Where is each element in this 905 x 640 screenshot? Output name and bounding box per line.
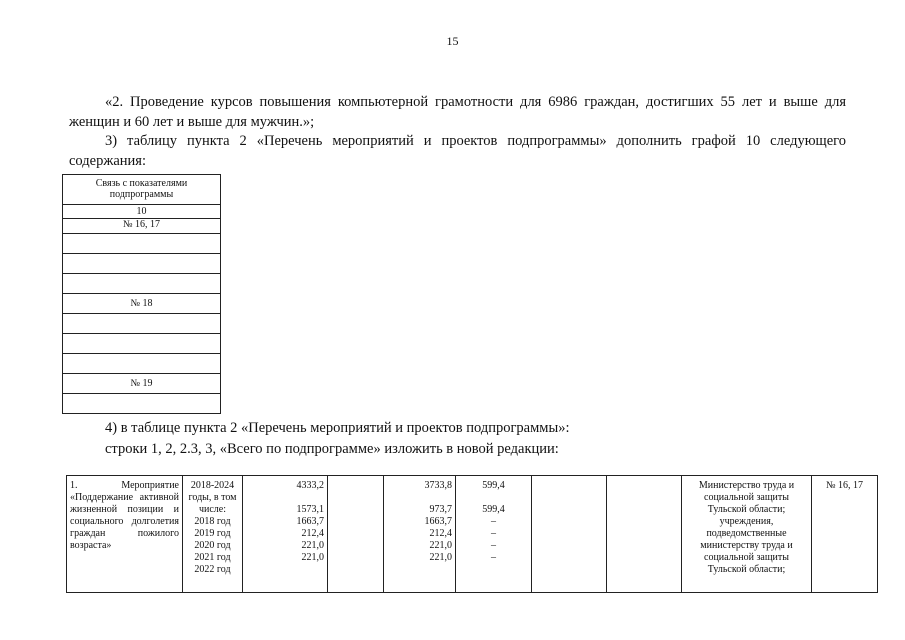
period-year: 2018 год [194,516,231,527]
table-row [63,354,221,374]
page-number: 15 [446,34,459,48]
table-row [63,394,221,414]
total-value [246,492,324,504]
col4-value: 212,4 [429,528,452,539]
period-cell [183,476,243,593]
col5-value: – [491,516,496,527]
col4-value: 973,7 [429,504,452,515]
table-row: № 18 [63,294,221,314]
col4-cell [384,476,456,593]
col5-value: – [491,540,496,551]
executors-cell: Министерство труда и социальной защиты Тульской области; учреждения, подведомственные министерству труда и социальной защиты Тульской области; [682,476,812,593]
total-value: 221,0 [301,540,324,551]
col5-value: – [491,528,496,539]
empty-cell [607,476,682,593]
period-year: 2019 год [194,528,231,539]
empty-cell [328,476,384,593]
col5-value: – [491,552,496,563]
col5-cell [456,476,532,593]
table-row [63,334,221,354]
col5-value [459,492,528,504]
paragraph-table-edit: 4) в таблице пункта 2 «Перечень мероприятий и проектов подпрограммы»: [105,420,570,436]
col5-value: 599,4 [482,504,505,515]
col4-value: 221,0 [429,552,452,563]
total-value: 4333,2 [296,480,324,491]
table-row [63,274,221,294]
paragraph-add-column: 3) таблицу пункта 2 «Перечень мероприятий и проектов подпрограммы» дополнить графой 10 следующего содержания: [69,133,846,169]
table-row [63,234,221,254]
col4-value: 221,0 [429,540,452,551]
table-row [63,314,221,334]
column-number: 10 [63,205,221,219]
table-row: № 19 [63,374,221,394]
col4-value [387,492,452,504]
table-row: № 16, 17 [63,219,221,234]
period-year: 2022 год [194,564,231,575]
total-value: 1573,1 [296,504,324,515]
activity-name: 1. Мероприятие «Поддержание активной жизненной позиции и социального долголетия граждан пожилого возраста» [67,476,183,593]
total-value: 221,0 [301,552,324,563]
col5-value: 599,4 [482,480,505,491]
period-year: 2021 год [194,552,231,563]
indicators-cell: № 16, 17 [812,476,878,593]
period-label: 2018-2024 годы, в том числе: [188,480,237,515]
col4-value: 1663,7 [424,516,452,527]
table-row [63,254,221,274]
paragraph-computer-literacy: «2. Проведение курсов повышения компьютерной грамотности для 6986 граждан, достигших 55 лет и выше для женщин и 60 лет и выше для мужчин.»; [69,94,846,130]
total-value: 212,4 [301,528,324,539]
activities-table [66,475,878,593]
indicator-link-header: Связь с показателями подпрограммы [63,175,221,205]
indicator-link-table [62,174,221,414]
paragraph-rows-new-edition: строки 1, 2, 2.3, 3, «Всего по подпрограмме» изложить в новой редакции: [105,441,559,457]
total-cell [243,476,328,593]
col4-value: 3733,8 [424,480,452,491]
total-value: 1663,7 [296,516,324,527]
period-year: 2020 год [194,540,231,551]
empty-cell [532,476,607,593]
